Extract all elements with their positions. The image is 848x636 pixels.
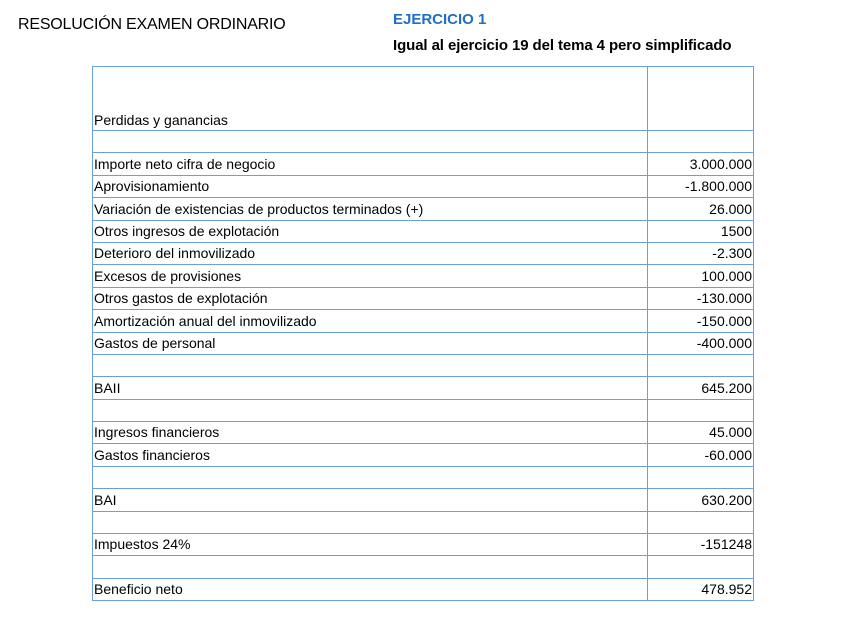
table-row <box>93 153 754 175</box>
table-row <box>93 131 754 153</box>
exercise-subtitle: Igual al ejercicio 19 del tema 4 pero simplificado <box>393 37 732 54</box>
row-value: 645.200 <box>648 377 754 399</box>
table-row <box>93 466 754 488</box>
row-label: BAII <box>93 377 648 399</box>
table-header-value <box>648 67 754 131</box>
table-row <box>93 511 754 533</box>
table-row <box>93 265 754 287</box>
table-header-label: Perdidas y ganancias <box>93 67 648 131</box>
row-value: -130.000 <box>648 287 754 309</box>
table-row <box>93 556 754 578</box>
row-value <box>648 466 754 488</box>
row-label: Amortización anual del inmovilizado <box>93 310 648 332</box>
profit-loss-table <box>92 66 754 601</box>
table-row <box>93 332 754 354</box>
profit-loss-table-body <box>93 67 754 601</box>
row-value: 26.000 <box>648 198 754 220</box>
row-label: BAI <box>93 489 648 511</box>
table-header-row <box>93 67 754 131</box>
row-value: 100.000 <box>648 265 754 287</box>
row-label: Impuestos 24% <box>93 534 648 556</box>
table-row <box>93 489 754 511</box>
table-row <box>93 310 754 332</box>
row-label: Aprovisionamiento <box>93 175 648 197</box>
table-row <box>93 444 754 466</box>
table-row <box>93 287 754 309</box>
row-value <box>648 131 754 153</box>
row-label: Gastos de personal <box>93 332 648 354</box>
table-row <box>93 354 754 376</box>
table-row <box>93 399 754 421</box>
row-value: -150.000 <box>648 310 754 332</box>
row-value: -1.800.000 <box>648 175 754 197</box>
table-row <box>93 175 754 197</box>
table-row <box>93 198 754 220</box>
row-label <box>93 556 648 578</box>
document-title: RESOLUCIÓN EXAMEN ORDINARIO <box>18 16 286 33</box>
table-row <box>93 578 754 600</box>
row-value: 1500 <box>648 220 754 242</box>
row-value <box>648 511 754 533</box>
row-value <box>648 354 754 376</box>
row-label: Deterioro del inmovilizado <box>93 242 648 264</box>
row-value: 45.000 <box>648 422 754 444</box>
row-value: -400.000 <box>648 332 754 354</box>
table-row <box>93 242 754 264</box>
row-label <box>93 354 648 376</box>
table-row <box>93 377 754 399</box>
row-value: 630.200 <box>648 489 754 511</box>
row-value: 478.952 <box>648 578 754 600</box>
row-value: -2.300 <box>648 242 754 264</box>
row-value: -60.000 <box>648 444 754 466</box>
row-label: Ingresos financieros <box>93 422 648 444</box>
row-value: 3.000.000 <box>648 153 754 175</box>
row-value <box>648 556 754 578</box>
exercise-heading: EJERCICIO 1 <box>393 11 487 28</box>
table-row <box>93 220 754 242</box>
row-label <box>93 399 648 421</box>
row-label: Gastos financieros <box>93 444 648 466</box>
row-label <box>93 511 648 533</box>
row-label: Importe neto cifra de negocio <box>93 153 648 175</box>
row-label: Otros gastos de explotación <box>93 287 648 309</box>
row-value <box>648 399 754 421</box>
row-label <box>93 131 648 153</box>
row-label <box>93 466 648 488</box>
row-value: -151248 <box>648 534 754 556</box>
table-row <box>93 422 754 444</box>
row-label: Excesos de provisiones <box>93 265 648 287</box>
row-label: Beneficio neto <box>93 578 648 600</box>
row-label: Variación de existencias de productos terminados (+) <box>93 198 648 220</box>
table-row <box>93 534 754 556</box>
row-label: Otros ingresos de explotación <box>93 220 648 242</box>
